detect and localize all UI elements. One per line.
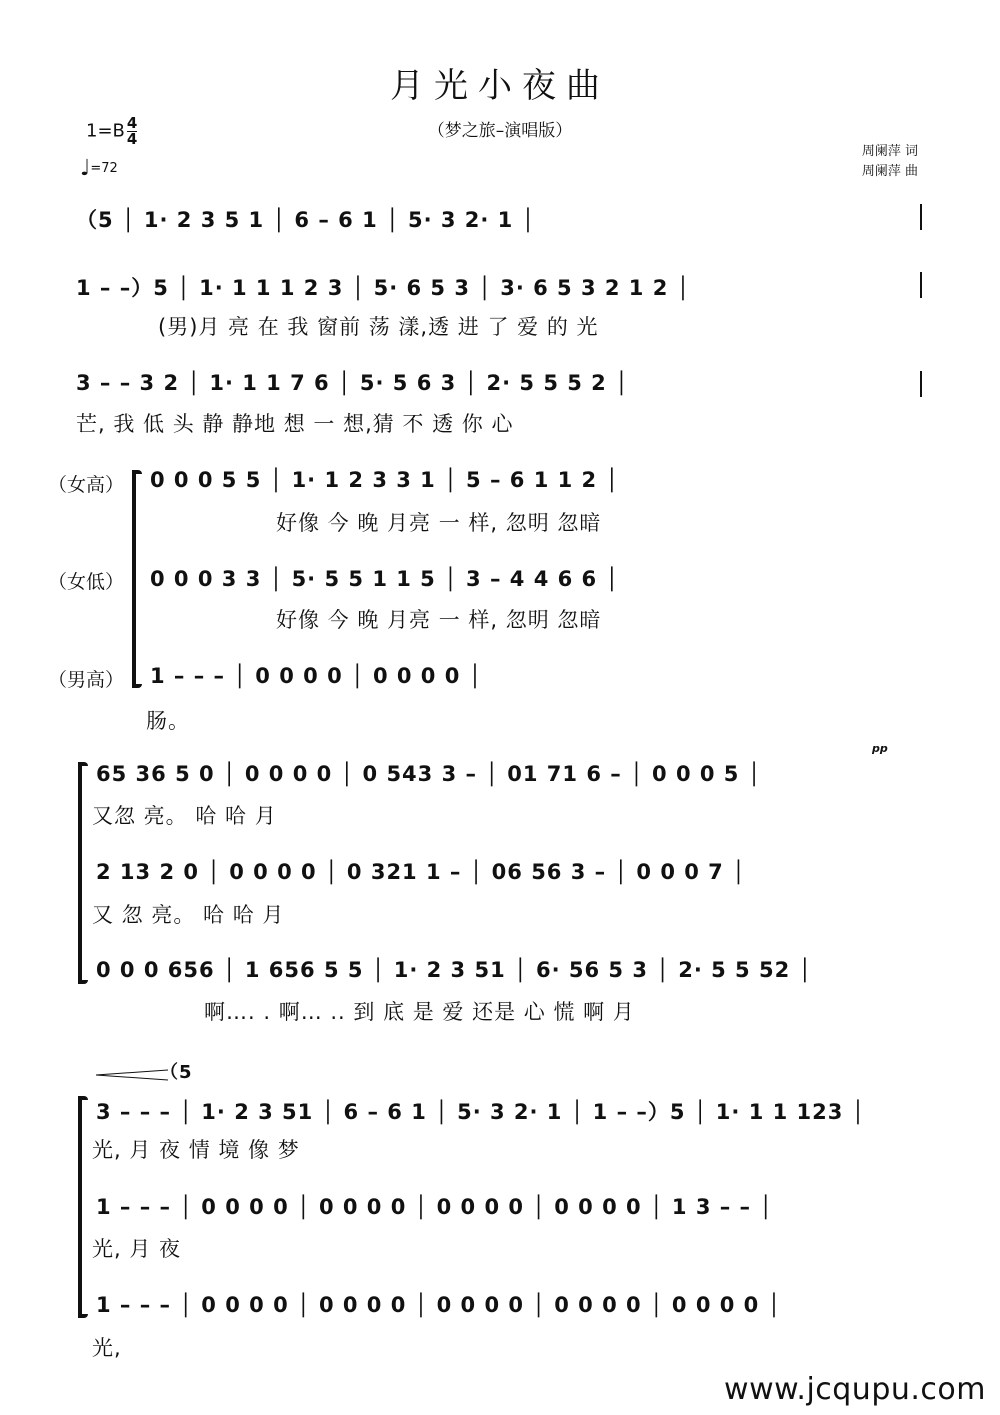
- alto-lyrics-1: 好像 今 晚 月亮 一 样, 忽明 忽暗: [276, 608, 602, 632]
- alto-notes-1: 0 0 0 3 3 │ 5· 5 5 1 1 5 │ 3 – 4 4 6 6 │: [150, 567, 620, 591]
- soprano-lyrics-1: 好像 今 晚 月亮 一 样, 忽明 忽暗: [276, 511, 602, 535]
- intro-notes: （5 │ 1· 2 3 5 1 │ 6 – 6 1 │ 5· 3 2· 1 │: [76, 208, 536, 232]
- time-signature: $\frac{4}{4}$: [126, 114, 138, 148]
- composer-credit: 周阑萍 曲: [861, 164, 918, 179]
- key-signature: [86, 116, 137, 147]
- male-verse-notes-2: 3 – – 3 2 │ 1· 1 1 7 6 │ 5· 5 6 3 │ 2· 5 5 5 2 │: [76, 371, 629, 395]
- system-bracket-1: [132, 470, 136, 688]
- site-watermark: www.jcqupu.com: [724, 1372, 986, 1407]
- alto-lyrics-2: 又 忽 亮。 哈 哈 月: [92, 903, 285, 927]
- soprano-notes-3: 3 – – – │ 1· 2 3 51 │ 6 – 6 1 │ 5· 3 2· 1 │ 1 – –）5 │ 1· 1 1 123 │: [96, 1100, 866, 1124]
- soprano-lyrics-3: 光, 月 夜 情 境 像 梦: [92, 1138, 300, 1162]
- barline: [920, 272, 922, 298]
- decrescendo-hairpin: [96, 1068, 168, 1082]
- tenor-notes-1: 1 – – – │ 0 0 0 0 │ 0 0 0 0 │: [150, 664, 483, 688]
- male-verse-lyrics-2: 芒, 我 低 头 静 静地 想 一 想,猜 不 透 你 心: [76, 412, 514, 436]
- tempo-value: =72: [90, 161, 118, 176]
- tenor-lyrics-1: 肠。: [146, 709, 190, 733]
- alto-notes-3: 1 – – – │ 0 0 0 0 │ 0 0 0 0 │ 0 0 0 0 │ 0 0 0 0 │ 1 3 – – │: [96, 1195, 774, 1219]
- quarter-note-icon: ♩: [80, 156, 91, 181]
- dynamic-marking: pp: [872, 742, 888, 755]
- soprano-lyrics-2: 又忽 亮。 哈 哈 月: [92, 804, 277, 828]
- alto-notes-2: 2 13 2 0 │ 0 0 0 0 │ 0 321 1 – │ 06 56 3 – │ 0 0 0 7 │: [96, 860, 746, 884]
- tenor-lyrics-2: 啊…. . 啊… .. 到 底 是 爱 还是 心 慌 啊 月: [204, 1000, 635, 1024]
- male-verse-lyrics-1: (男)月 亮 在 我 窗前 荡 漾,透 进 了 爱 的 光: [158, 315, 599, 339]
- song-title: 月光小夜曲: [390, 66, 610, 106]
- tenor-notes-3: 1 – – – │ 0 0 0 0 │ 0 0 0 0 │ 0 0 0 0 │ 0 0 0 0 │ 0 0 0 0 │: [96, 1293, 782, 1317]
- barline: [920, 204, 922, 230]
- part-label-tenor: （男高）: [48, 669, 125, 691]
- system-bracket-2: [78, 762, 82, 984]
- part-label-soprano: （女高）: [48, 474, 125, 496]
- soprano-notes-2: 65 36 5 0 │ 0 0 0 0 │ 0 543 3 – │ 01 71 6 – │ 0 0 0 5 │: [96, 762, 762, 786]
- tenor-notes-2: 0 0 0 656 │ 1 656 5 5 │ 1· 2 3 51 │ 6· 56 5 3 │ 2· 5 5 52 │: [96, 958, 813, 982]
- system-bracket-3: [78, 1096, 82, 1318]
- key-label: 1=B: [86, 120, 125, 142]
- cue-note: （5: [160, 1062, 193, 1083]
- tenor-lyrics-3: 光,: [92, 1336, 122, 1360]
- barline: [920, 371, 922, 397]
- song-subtitle: （梦之旅–演唱版）: [427, 121, 573, 141]
- lyricist-credit: 周阑萍 词: [861, 144, 918, 159]
- part-label-alto: （女低）: [48, 571, 125, 593]
- soprano-notes-1: 0 0 0 5 5 │ 1· 1 2 3 3 1 │ 5 – 6 1 1 2 │: [150, 468, 620, 492]
- alto-lyrics-3: 光, 月 夜: [92, 1237, 182, 1261]
- tempo-marking: [80, 156, 118, 181]
- male-verse-notes-1: 1 – –）5 │ 1· 1 1 1 2 3 │ 5· 6 5 3 │ 3· 6 5 3 2 1 2 │: [76, 276, 691, 300]
